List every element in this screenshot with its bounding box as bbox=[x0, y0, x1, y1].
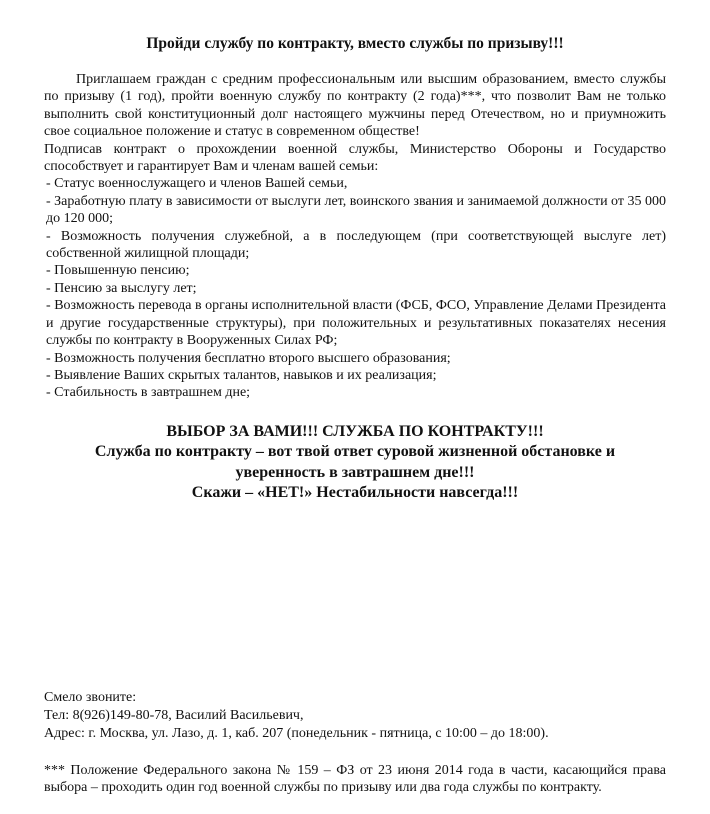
slogan-line: Скажи – «НЕТ!» Нестабильности навсегда!!! bbox=[191, 484, 519, 502]
list-item: - Пенсию за выслугу лет; bbox=[44, 280, 666, 297]
document-body bbox=[44, 71, 666, 402]
list-item: - Выявление Ваших скрытых талантов, навыков и их реализация; bbox=[44, 367, 666, 384]
footnote: *** Положение Федерального закона № 159 – ФЗ от 23 июня 2014 года в части, касающийся права выбора – проходить один год военной службы по призыву или два года службы по контракту. bbox=[44, 763, 666, 796]
list-item: - Статус военнослужащего и членов Вашей семьи, bbox=[44, 175, 666, 192]
page-title: Пройди службу по контракту, вместо службы по призыву!!! bbox=[146, 35, 564, 52]
contacts-block bbox=[44, 689, 666, 743]
list-item: - Возможность получения бесплатно второго высшего образования; bbox=[44, 350, 666, 367]
benefits-list bbox=[44, 175, 666, 401]
list-item: - Возможность получения служебной, а в последующем (при соответствующей выслуге лет) собственной жилищной площади; bbox=[44, 228, 666, 263]
slogan-block bbox=[44, 422, 666, 504]
slogan-line: Служба по контракту – вот твой ответ суровой жизненной обстановке и bbox=[94, 443, 616, 461]
list-item: - Заработную плату в зависимости от выслуги лет, воинского звания и занимаемой должности от 35 000 до 120 000; bbox=[44, 193, 666, 228]
lead-paragraph: Подписав контракт о прохождении военной службы, Министерство Обороны и Государство способствует и гарантирует Вам и членам вашей семьи: bbox=[44, 141, 666, 175]
address-line: Адрес: г. Москва, ул. Лазо, д. 1, каб. 207 (понедельник - пятница, с 10:00 – до 18:00). bbox=[44, 726, 549, 741]
call-label: Смело звоните: bbox=[44, 690, 137, 705]
intro-paragraph: Приглашаем граждан с средним профессиональным или высшим образованием, вместо службы по призыву (1 год), пройти военную службу по контракту (2 года)***, что позволит Вам не только выполнить свой конституционный долг настоящего мужчины перед Отечеством, но и приумножить свое социальное положение и статус в современном обществе! bbox=[44, 72, 666, 140]
slogan-line: уверенность в завтрашнем дне!!! bbox=[235, 463, 475, 481]
slogan-line: ВЫБОР ЗА ВАМИ!!! СЛУЖБА ПО КОНТРАКТУ!!! bbox=[166, 422, 544, 440]
list-item: - Возможность перевода в органы исполнительной власти (ФСБ, ФСО, Управление Делами Президента и другие государственные структуры), при положительных и результативных показателях несения службы по контракту в Вооруженных Силах РФ; bbox=[44, 297, 666, 349]
list-item: - Стабильность в завтрашнем дне; bbox=[44, 384, 666, 401]
list-item: - Повышенную пенсию; bbox=[44, 262, 666, 279]
phone-line: Тел: 8(926)149-80-78, Василий Васильевич, bbox=[44, 708, 304, 723]
